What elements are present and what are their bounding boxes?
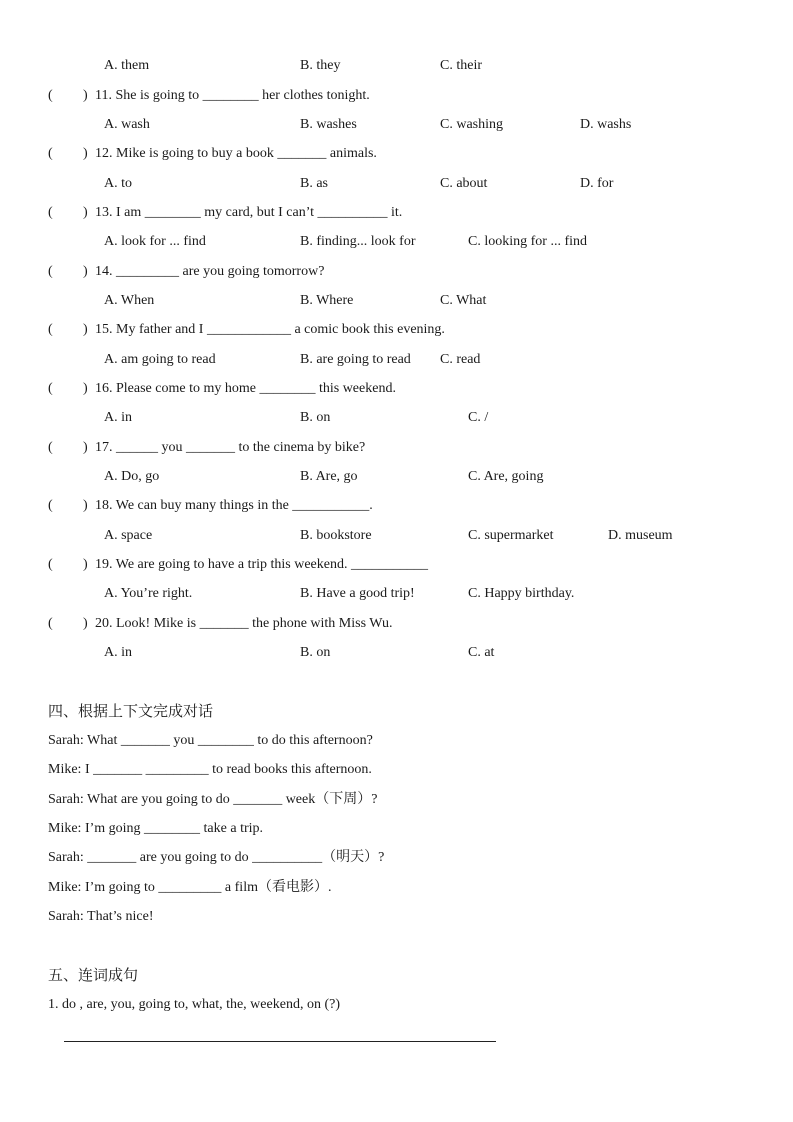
question-13 [0, 202, 793, 224]
dialogue-text: Mike: I _______ _________ to read books this afternoon. [48, 762, 372, 777]
question-15 [0, 319, 793, 341]
question-16-options [0, 407, 793, 429]
option-b: B. Where [300, 293, 354, 308]
dialogue-line [0, 759, 793, 781]
dialogue-line [0, 818, 793, 840]
option-b: B. on [300, 645, 331, 660]
dialogue-line [0, 906, 793, 928]
question-14 [0, 261, 793, 283]
question-16 [0, 378, 793, 400]
question-14-options [0, 290, 793, 312]
option-d: D. museum [608, 528, 673, 543]
q10-options [0, 55, 793, 77]
option-c: C. read [440, 352, 481, 367]
option-a: A. space [104, 528, 153, 543]
option-a: A. When [104, 293, 155, 308]
answer-paren-open: ( [48, 557, 53, 572]
question-stem: 11. She is going to ________ her clothes tonight. [95, 88, 370, 103]
option-a: A. to [104, 176, 132, 191]
section-5-heading [0, 964, 793, 986]
question-20 [0, 613, 793, 635]
answer-paren-open: ( [48, 381, 53, 396]
question-19-options [0, 583, 793, 605]
option-c: C. Are, going [468, 469, 544, 484]
option-c: C. about [440, 176, 488, 191]
question-stem: 20. Look! Mike is _______ the phone with Miss Wu. [95, 616, 393, 631]
dialogue-line [0, 789, 793, 811]
answer-paren-open: ( [48, 322, 53, 337]
question-18-options [0, 525, 793, 547]
dialogue-text: Sarah: What _______ you ________ to do this afternoon? [48, 733, 373, 748]
option-b: B. bookstore [300, 528, 372, 543]
option-b: B. on [300, 410, 331, 425]
option-a: A. in [104, 645, 132, 660]
option-b: B. finding... look for [300, 234, 416, 249]
question-12-options [0, 173, 793, 195]
question-stem: 13. I am ________ my card, but I can’t __________ it. [95, 205, 403, 220]
option-d: D. for [580, 176, 614, 191]
answer-paren-close: ) [83, 205, 88, 220]
question-15-options [0, 349, 793, 371]
option-b: B. washes [300, 117, 357, 132]
dialogue-line [0, 847, 793, 869]
answer-paren-open: ( [48, 146, 53, 161]
question-17 [0, 437, 793, 459]
option-c: C. at [468, 645, 495, 660]
dialogue-text: Sarah: That’s nice! [48, 909, 154, 924]
answer-paren-close: ) [83, 322, 88, 337]
answer-paren-open: ( [48, 88, 53, 103]
option-a: A. Do, go [104, 469, 160, 484]
question-12 [0, 143, 793, 165]
answer-paren-open: ( [48, 498, 53, 513]
answer-paren-open: ( [48, 440, 53, 455]
option-c: C. supermarket [468, 528, 554, 543]
option-a: A. look for ... find [104, 234, 206, 249]
option-b: B. as [300, 176, 328, 191]
answer-paren-open: ( [48, 616, 53, 631]
dialogue-text: Mike: I’m going ________ take a trip. [48, 821, 264, 836]
question-stem: 16. Please come to my home ________ this weekend. [95, 381, 396, 396]
sentence-words: 1. do , are, you, going to, what, the, weekend, on (?) [48, 997, 340, 1012]
question-17-options [0, 466, 793, 488]
answer-paren-close: ) [83, 557, 88, 572]
q10-option-b: B. they [300, 58, 341, 73]
section-title: 五、连词成句 [48, 966, 139, 984]
question-stem: 15. My father and I ____________ a comic book this evening. [95, 322, 445, 337]
answer-paren-close: ) [83, 146, 88, 161]
section-4-heading [0, 700, 793, 722]
option-c: C. Happy birthday. [468, 586, 575, 601]
question-stem: 17. ______ you _______ to the cinema by bike? [95, 440, 366, 455]
dialogue-text: Sarah: What are you going to do _______ week（下周）? [48, 792, 378, 807]
q10-option-c: C. their [440, 58, 482, 73]
answer-paren-close: ) [83, 88, 88, 103]
question-stem: 18. We can buy many things in the ___________. [95, 498, 373, 513]
dialogue-line [0, 730, 793, 752]
section-title: 四、根据上下文完成对话 [48, 702, 214, 720]
question-18 [0, 495, 793, 517]
question-11-options [0, 114, 793, 136]
sentence-item [0, 994, 793, 1016]
option-a: A. am going to read [104, 352, 216, 367]
option-c: C. / [468, 410, 489, 425]
answer-paren-close: ) [83, 264, 88, 279]
answer-paren-close: ) [83, 381, 88, 396]
question-stem: 14. _________ are you going tomorrow? [95, 264, 325, 279]
answer-paren-close: ) [83, 616, 88, 631]
option-a: A. wash [104, 117, 150, 132]
answer-paren-open: ( [48, 264, 53, 279]
option-b: B. are going to read [300, 352, 411, 367]
q10-option-a: A. them [104, 58, 150, 73]
question-13-options [0, 231, 793, 253]
dialogue-text: Mike: I’m going to _________ a film（看电影）. [48, 880, 332, 895]
answer-paren-close: ) [83, 440, 88, 455]
option-c: C. washing [440, 117, 503, 132]
option-d: D. washs [580, 117, 632, 132]
answer-writing-line[interactable] [64, 1041, 496, 1042]
answer-paren-close: ) [83, 498, 88, 513]
question-19 [0, 554, 793, 576]
option-b: B. Are, go [300, 469, 358, 484]
option-c: C. What [440, 293, 487, 308]
option-a: A. You’re right. [104, 586, 193, 601]
dialogue-line [0, 877, 793, 899]
answer-paren-open: ( [48, 205, 53, 220]
question-stem: 12. Mike is going to buy a book _______ animals. [95, 146, 377, 161]
option-a: A. in [104, 410, 132, 425]
question-20-options [0, 642, 793, 664]
question-stem: 19. We are going to have a trip this weekend. ___________ [95, 557, 428, 572]
dialogue-text: Sarah: _______ are you going to do __________（明天）? [48, 850, 385, 865]
option-c: C. looking for ... find [468, 234, 587, 249]
option-b: B. Have a good trip! [300, 586, 415, 601]
question-11 [0, 85, 793, 107]
